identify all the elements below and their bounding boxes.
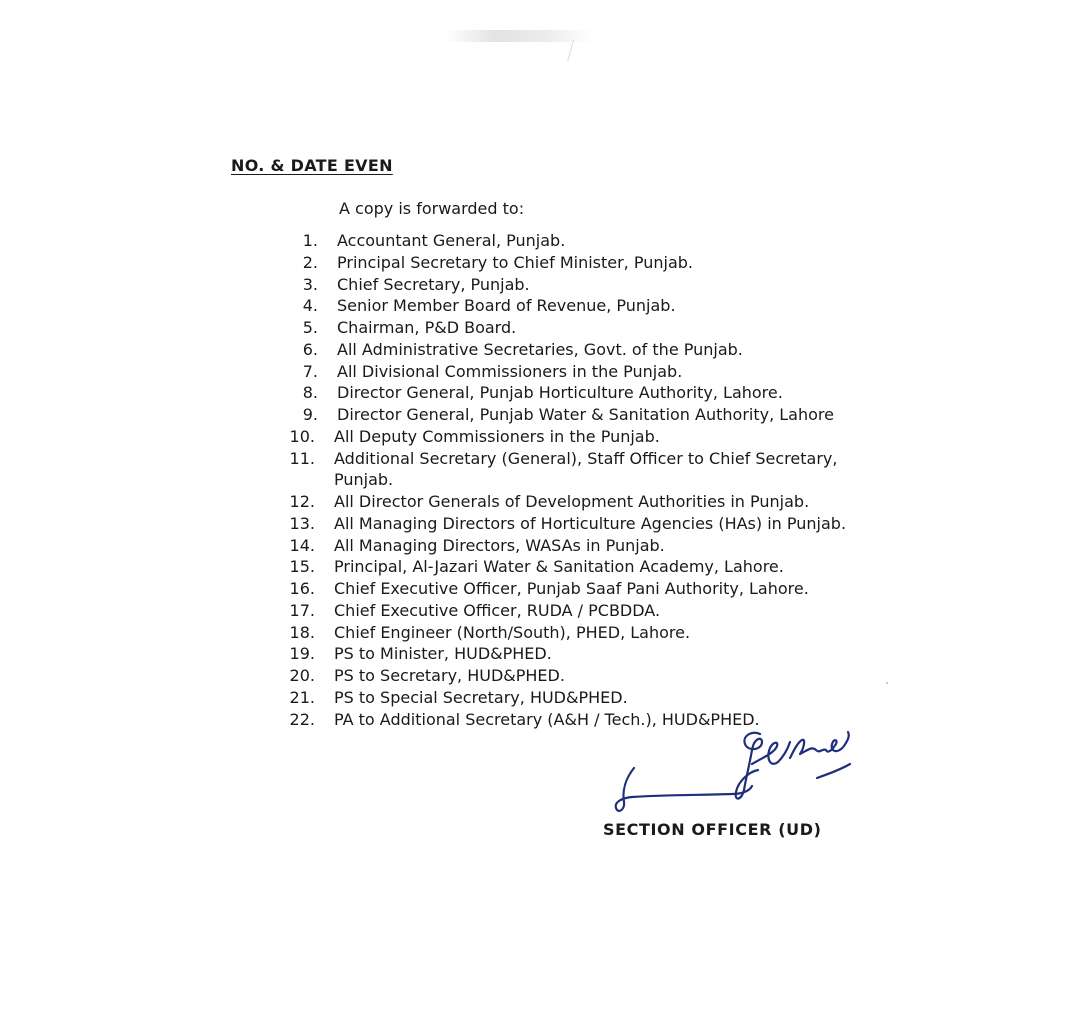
recipient-text: All Managing Directors of Horticulture Agencies (HAs) in Punjab.: [334, 513, 847, 533]
signatory-title: SECTION OFFICER (UD): [603, 820, 822, 839]
recipient-item: [0, 491, 1080, 513]
recipient-text: Chief Secretary, Punjab.: [337, 274, 530, 294]
recipient-number: 19.: [289, 644, 315, 664]
recipient-number: 4.: [302, 296, 318, 316]
recipient-item: [0, 665, 1080, 687]
recipient-text: Chairman, P&D Board.: [337, 318, 517, 337]
recipient-text: PA to Additional Secretary (A&H / Tech.), HUD&PHED.: [334, 709, 760, 729]
document-heading: NO. & DATE EVEN: [231, 156, 393, 175]
recipient-item: [0, 252, 1080, 274]
recipient-number: 2.: [302, 252, 318, 272]
recipient-item: [0, 687, 1080, 709]
signature-stroke: [752, 742, 790, 764]
recipient-number: 9.: [302, 405, 318, 424]
recipient-item: [0, 643, 1080, 665]
recipient-item: [0, 382, 1080, 404]
recipient-number: 11.: [289, 448, 315, 468]
recipient-text: Chief Executive Officer, Punjab Saaf Pani Authority, Lahore.: [334, 579, 809, 598]
recipient-item: [0, 448, 1080, 492]
recipient-text: All Administrative Secretaries, Govt. of the Punjab.: [337, 339, 743, 359]
handwritten-signature: [612, 728, 862, 823]
recipient-item: [0, 317, 1080, 339]
scan-artifact-mark: [567, 40, 574, 62]
recipient-item: [0, 556, 1080, 578]
recipient-number: 22.: [289, 709, 315, 729]
recipient-number: 8.: [302, 383, 318, 403]
recipient-text: Principal Secretary to Chief Minister, Punjab.: [337, 252, 693, 272]
recipient-text: Director General, Punjab Water & Sanitation Authority, Lahore: [337, 405, 834, 424]
recipient-number: 6.: [302, 339, 318, 359]
recipient-item: [0, 622, 1080, 644]
recipient-list: [0, 230, 1080, 730]
signature-stroke: [817, 764, 850, 778]
recipient-text: Chief Executive Officer, RUDA / PCBDDA.: [334, 600, 661, 620]
recipient-item: [0, 274, 1080, 296]
recipient-item: [0, 426, 1080, 448]
recipient-number: 18.: [289, 622, 315, 642]
recipient-text: Principal, Al-Jazari Water & Sanitation Academy, Lahore.: [334, 557, 784, 577]
recipient-text-continuation: Punjab.: [334, 470, 394, 490]
forwarding-intro: A copy is forwarded to:: [339, 199, 525, 218]
recipient-item: [0, 230, 1080, 252]
recipient-text: Additional Secretary (General), Staff Officer to Chief Secretary,: [334, 448, 838, 468]
recipient-item: [0, 600, 1080, 622]
recipient-number: 1.: [302, 231, 318, 250]
recipient-item: [0, 339, 1080, 361]
recipient-number: 15.: [289, 557, 315, 577]
recipient-text: All Director Generals of Development Authorities in Punjab.: [334, 492, 810, 511]
recipient-number: 10.: [289, 426, 315, 446]
recipient-number: 14.: [289, 535, 315, 555]
recipient-number: 13.: [289, 513, 315, 533]
recipient-number: 7.: [302, 361, 318, 381]
recipient-item: [0, 295, 1080, 317]
recipient-text: PS to Secretary, HUD&PHED.: [334, 666, 565, 685]
recipient-text: All Managing Directors, WASAs in Punjab.: [334, 535, 665, 555]
recipient-item: [0, 578, 1080, 600]
recipient-item: [0, 709, 1080, 731]
recipient-number: 3.: [302, 274, 318, 294]
signature-stroke: [616, 768, 752, 811]
recipient-item: [0, 513, 1080, 535]
recipient-text: PS to Minister, HUD&PHED.: [334, 644, 552, 664]
recipient-number: 12.: [289, 492, 315, 511]
recipient-number: 17.: [289, 600, 315, 620]
recipient-number: 5.: [302, 318, 318, 337]
recipient-text: Director General, Punjab Horticulture Authority, Lahore.: [337, 383, 783, 403]
recipient-text: Accountant General, Punjab.: [337, 231, 566, 250]
recipient-text-wrapped: [334, 448, 837, 492]
recipient-text: All Divisional Commissioners in the Punjab.: [337, 361, 683, 381]
recipient-item: [0, 361, 1080, 383]
recipient-number: 20.: [289, 666, 315, 685]
recipient-number: 16.: [289, 579, 315, 598]
recipient-text: Chief Engineer (North/South), PHED, Lahore.: [334, 622, 691, 642]
recipient-item: [0, 535, 1080, 557]
recipient-text: All Deputy Commissioners in the Punjab.: [334, 426, 660, 446]
recipient-item: [0, 404, 1080, 426]
recipient-number: 21.: [289, 687, 315, 707]
recipient-text: Senior Member Board of Revenue, Punjab.: [337, 296, 676, 316]
recipient-text: PS to Special Secretary, HUD&PHED.: [334, 687, 628, 707]
signature-stroke: [790, 732, 849, 758]
